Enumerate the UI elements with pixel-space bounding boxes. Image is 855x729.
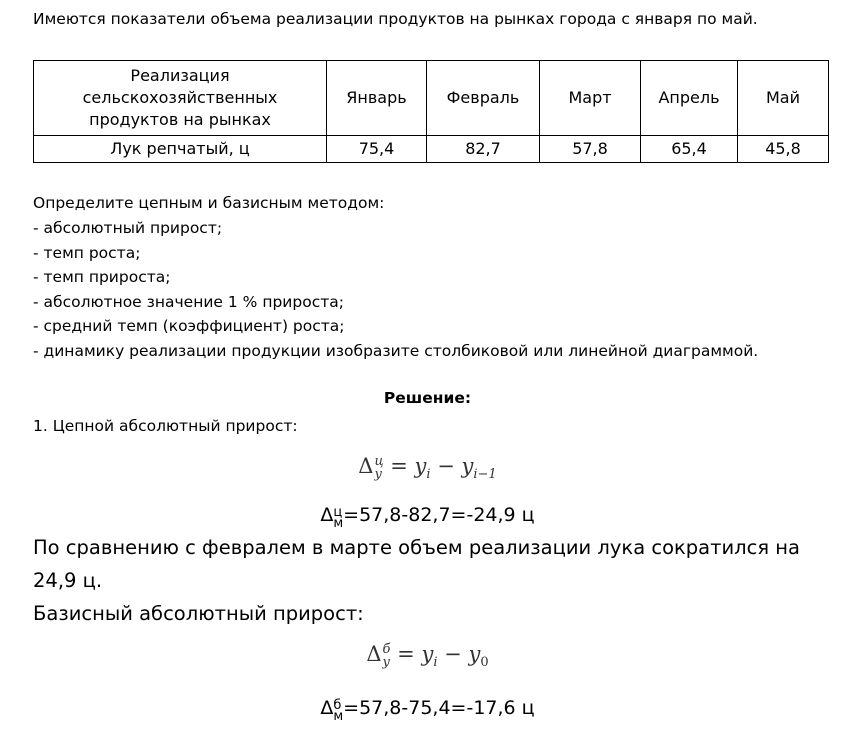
delta-symbol: Δ xyxy=(320,504,334,526)
calc-superscript: ц xyxy=(333,505,343,520)
table-header-row xyxy=(34,61,829,136)
formula-index: i xyxy=(426,467,431,483)
delta-symbol: Δ xyxy=(358,454,374,478)
problem-statement: Имеются показатели объема реализации продуктов на рынках города с января по май. xyxy=(33,10,758,28)
delta-symbol: Δ xyxy=(320,697,334,719)
month-header-mar: Март xyxy=(540,61,641,136)
base-growth-formula xyxy=(0,642,855,670)
formula-minus: − xyxy=(437,642,469,666)
task-item: - динамику реализации продукции изобразите столбиковой или линейной диаграммой. xyxy=(33,342,759,360)
formula-var: y xyxy=(421,642,434,666)
formula-index: i−1 xyxy=(473,467,497,483)
base-growth-label: Базисный абсолютный прирост: xyxy=(33,602,364,625)
task-item: - темп роста; xyxy=(33,244,141,262)
value-jan: 75,4 xyxy=(327,136,427,163)
formula-var: y xyxy=(414,454,427,478)
header-label-line: сельскохозяйственных xyxy=(82,88,278,107)
step-1-label: 1. Цепной абсолютный прирост: xyxy=(33,417,298,435)
formula-subscript: y xyxy=(382,654,390,670)
formula-minus: − xyxy=(430,454,462,478)
value-apr: 65,4 xyxy=(641,136,738,163)
header-label-cell xyxy=(34,61,327,136)
sales-table xyxy=(33,60,829,163)
chain-growth-formula xyxy=(0,454,855,482)
formula-superscript: ц xyxy=(374,453,384,469)
task-item: - абсолютный прирост; xyxy=(33,219,223,237)
formula-index: 0 xyxy=(480,655,489,671)
formula-superscript: б xyxy=(382,641,391,657)
value-mar: 57,8 xyxy=(540,136,641,163)
month-header-jan: Январь xyxy=(327,61,427,136)
formula-equals: = xyxy=(397,642,422,666)
header-label-line: Реализация xyxy=(130,66,230,85)
formula-subscript: y xyxy=(374,466,382,482)
header-label-line: продуктов на рынках xyxy=(89,110,271,129)
month-header-may: Май xyxy=(738,61,829,136)
row-label: Лук репчатый, ц xyxy=(34,136,327,163)
base-growth-calculation xyxy=(0,697,855,722)
task-lead: Определите цепным и базисным методом: xyxy=(33,194,385,212)
delta-symbol: Δ xyxy=(366,642,382,666)
month-header-apr: Апрель xyxy=(641,61,738,136)
calc-superscript: б xyxy=(333,698,342,713)
calc-expression: =57,8-75,4=-17,6 ц xyxy=(343,697,535,719)
formula-index: i xyxy=(433,655,438,671)
solution-title: Решение: xyxy=(383,389,472,407)
chain-growth-calculation xyxy=(0,504,855,529)
task-item: - абсолютное значение 1 % прироста; xyxy=(33,293,344,311)
month-header-feb: Февраль xyxy=(427,61,540,136)
value-feb: 82,7 xyxy=(427,136,540,163)
table-row xyxy=(34,136,829,163)
calc-expression: =57,8-82,7=-24,9 ц xyxy=(343,504,535,526)
formula-var: y xyxy=(468,642,481,666)
formula-var: y xyxy=(461,454,474,478)
task-item: - темп прироста; xyxy=(33,268,171,286)
calc-subscript: м xyxy=(333,709,344,724)
conclusion-line: 24,9 ц. xyxy=(33,569,103,592)
task-item: - средний темп (коэффициент) роста; xyxy=(33,317,345,335)
value-may: 45,8 xyxy=(738,136,829,163)
calc-subscript: м xyxy=(333,516,344,531)
formula-equals: = xyxy=(390,454,415,478)
conclusion-line: По сравнению с февралем в марте объем реализации лука сократился на xyxy=(33,536,800,559)
